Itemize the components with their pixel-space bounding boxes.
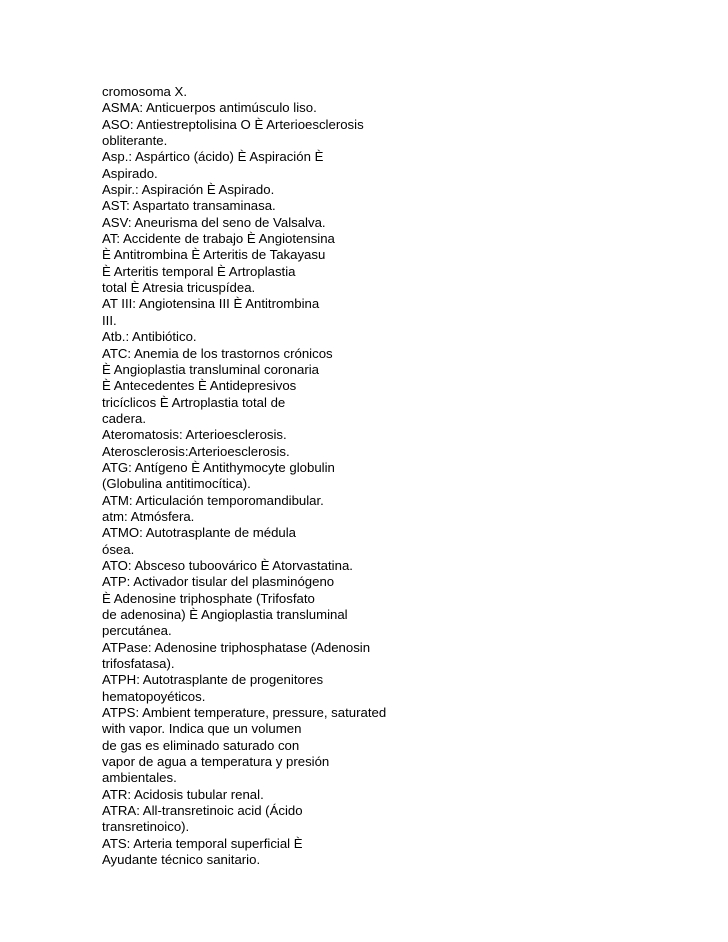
text-line: AST: Aspartato transaminasa. bbox=[102, 198, 276, 214]
text-line: de gas es eliminado saturado con bbox=[102, 737, 300, 753]
text-line: ATG: Antígeno È Antithymocyte globulin bbox=[102, 459, 335, 475]
text-line: (Globulina antitimocítica). bbox=[102, 476, 251, 492]
text-line: ASV: Aneurisma del seno de Valsalva. bbox=[102, 214, 326, 230]
text-line: Asp.: Aspártico (ácido) È Aspiración È bbox=[102, 149, 324, 165]
text-line: ATPS: Ambient temperature, pressure, saturated bbox=[102, 705, 387, 721]
text-line: È Angioplastia transluminal coronaria bbox=[102, 361, 319, 377]
text-line: ATPH: Autotrasplante de progenitores bbox=[102, 672, 324, 688]
text-line: ATMO: Autotrasplante de médula bbox=[102, 525, 297, 541]
text-line: ATM: Articulación temporomandibular. bbox=[102, 492, 324, 508]
text-line: atm: Atmósfera. bbox=[102, 508, 195, 524]
text-line: ambientales. bbox=[102, 770, 177, 786]
text-line: ATP: Activador tisular del plasminógeno bbox=[102, 574, 335, 590]
text-line: Ayudante técnico sanitario. bbox=[102, 852, 261, 868]
text-line: tricíclicos È Artroplastia total de bbox=[102, 394, 286, 410]
text-line: ASMA: Anticuerpos antimúsculo liso. bbox=[102, 100, 317, 116]
text-line: Ateromatosis: Arterioesclerosis. bbox=[102, 427, 287, 443]
text-line: Aspir.: Aspiración È Aspirado. bbox=[102, 182, 275, 198]
text-line: cromosoma X. bbox=[102, 84, 188, 99]
text-line: Aterosclerosis:Arterioesclerosis. bbox=[102, 443, 290, 459]
text-line: cadera. bbox=[102, 410, 146, 426]
text-line: ATC: Anemia de los trastornos crónicos bbox=[102, 345, 333, 361]
text-line: ATRA: All-transretinoic acid (Ácido bbox=[102, 803, 303, 819]
text-line: transretinoico). bbox=[102, 819, 190, 835]
text-line: vapor de agua a temperatura y presión bbox=[102, 754, 330, 770]
text-line: ATS: Arteria temporal superficial È bbox=[102, 835, 303, 851]
text-line: È Adenosine triphosphate (Trifosfato bbox=[102, 590, 315, 606]
text-line: È Antecedentes È Antidepresivos bbox=[102, 378, 297, 394]
text-line: ATPase: Adenosine triphosphatase (Adenosin bbox=[102, 639, 371, 655]
text-line: hematopoyéticos. bbox=[102, 688, 206, 704]
text-line: ASO: Antiestreptolisina O È Arterioesclerosis bbox=[102, 116, 364, 132]
text-line: percutánea. bbox=[102, 623, 172, 639]
text-line: È Antitrombina È Arteritis de Takayasu bbox=[102, 247, 326, 263]
text-line: ATO: Absceso tuboovárico È Atorvastatina. bbox=[102, 557, 353, 573]
text-line: AT: Accidente de trabajo È Angiotensina bbox=[102, 231, 335, 247]
text-line: obliterante. bbox=[102, 133, 168, 149]
text-line: Atb.: Antibiótico. bbox=[102, 329, 197, 345]
glossary-text-block bbox=[102, 84, 422, 869]
text-line: trifosfatasa). bbox=[102, 656, 175, 672]
text-line: with vapor. Indica que un volumen bbox=[102, 721, 302, 737]
text-line: Aspirado. bbox=[102, 165, 158, 181]
text-line: È Arteritis temporal È Artroplastia bbox=[102, 263, 296, 279]
text-line: ósea. bbox=[102, 541, 135, 557]
text-line: III. bbox=[102, 312, 117, 328]
text-line: ATR: Acidosis tubular renal. bbox=[102, 786, 264, 802]
text-line: AT III: Angiotensina III È Antitrombina bbox=[102, 296, 320, 312]
text-line: total È Atresia tricuspídea. bbox=[102, 280, 256, 296]
text-line: de adenosina) È Angioplastia transluminal bbox=[102, 607, 348, 622]
